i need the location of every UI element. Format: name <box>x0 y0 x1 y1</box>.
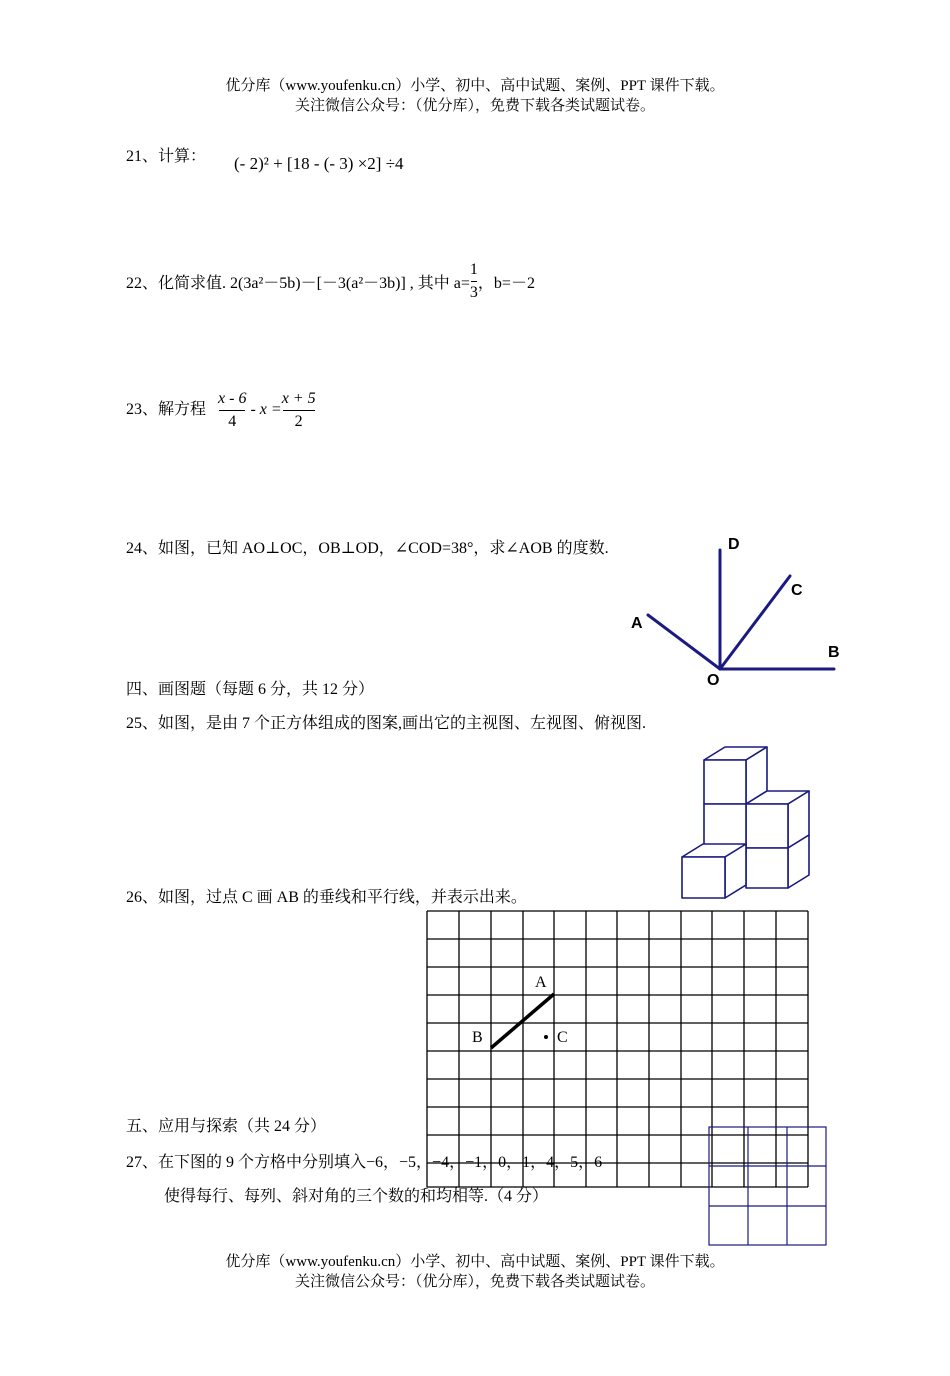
q21-expression: (- 2)² + [18 - (- 3) ×2] ÷4 <box>234 154 404 173</box>
q24-text: 24、如图，已知 AO⊥OC，OB⊥OD，∠COD=38°，求∠AOB 的度数. <box>126 540 609 557</box>
q23-lhs-denominator: 4 <box>228 413 237 430</box>
q22-fraction <box>470 259 478 304</box>
q25-cubes-figure <box>675 740 820 905</box>
q23-rhs-fraction <box>282 388 316 433</box>
ray-oc <box>720 576 790 669</box>
q23-label: 23、解方程 <box>126 401 207 419</box>
q22-row <box>126 262 535 307</box>
q24-label-a: A <box>631 615 643 632</box>
q23-rhs-numerator: x + 5 <box>281 390 316 407</box>
q22-label: 22、化简求值. <box>126 275 227 293</box>
q26-text: 26、如图，过点 C 画 AB 的垂线和平行线，并表示出来。 <box>126 889 527 906</box>
section-4-title: 四、画图题（每题 6 分，共 12 分） <box>126 681 375 698</box>
footer-line-1: 优分库（www.youfenku.cn）小学、初中、高中试题、案例、PPT 课件下载。 <box>225 1254 725 1270</box>
q21-label: 21、计算： <box>126 148 207 165</box>
q24-label-b: B <box>828 644 840 661</box>
q24-label-c: C <box>791 582 803 599</box>
q27-line-1: 27、在下图的 9 个方格中分别填入−6，−5，−4，−1，0，1，4，5，6 <box>126 1154 603 1171</box>
q23-middle: - x = <box>250 401 282 419</box>
q23-rhs-denominator: 2 <box>294 413 303 430</box>
footer-line-2: 关注微信公众号：（优分库），免费下载各类试题试卷。 <box>294 1274 655 1290</box>
q22-frac-denominator: 3 <box>469 284 478 301</box>
point-c <box>544 1035 548 1039</box>
ray-oa <box>648 615 720 669</box>
q23-lhs-numerator: x - 6 <box>218 390 247 407</box>
q22-tail: ，b=－2 <box>477 275 535 293</box>
q25-text: 25、如图，是由 7 个正方体组成的图案,画出它的主视图、左视图、俯视图. <box>126 715 647 732</box>
q27-magic-square <box>706 1124 830 1248</box>
q26-label-c: C <box>557 1029 568 1046</box>
q26-label-a: A <box>535 974 547 991</box>
q22-frac-numerator: 1 <box>469 261 478 278</box>
header-line-1: 优分库（www.youfenku.cn）小学、初中、高中试题、案例、PPT 课件下载。 <box>225 78 725 94</box>
q24-label-o: O <box>707 672 720 689</box>
q24-label-d: D <box>728 536 740 553</box>
q26-label-b: B <box>472 1029 483 1046</box>
q27-line-2: 使得每行、每列、斜对角的三个数的和均相等.（4 分） <box>164 1188 549 1205</box>
q22-expression: 2(3a²－5b)－[－3(a²－3b)] , 其中 a= <box>230 275 470 293</box>
q23-row <box>126 388 316 433</box>
section-5-title: 五、应用与探索（共 24 分） <box>126 1113 330 1136</box>
q23-lhs-fraction <box>218 388 246 433</box>
header-line-2: 关注微信公众号：（优分库），免费下载各类试题试卷。 <box>294 98 655 114</box>
q24-angle-figure <box>620 540 860 700</box>
